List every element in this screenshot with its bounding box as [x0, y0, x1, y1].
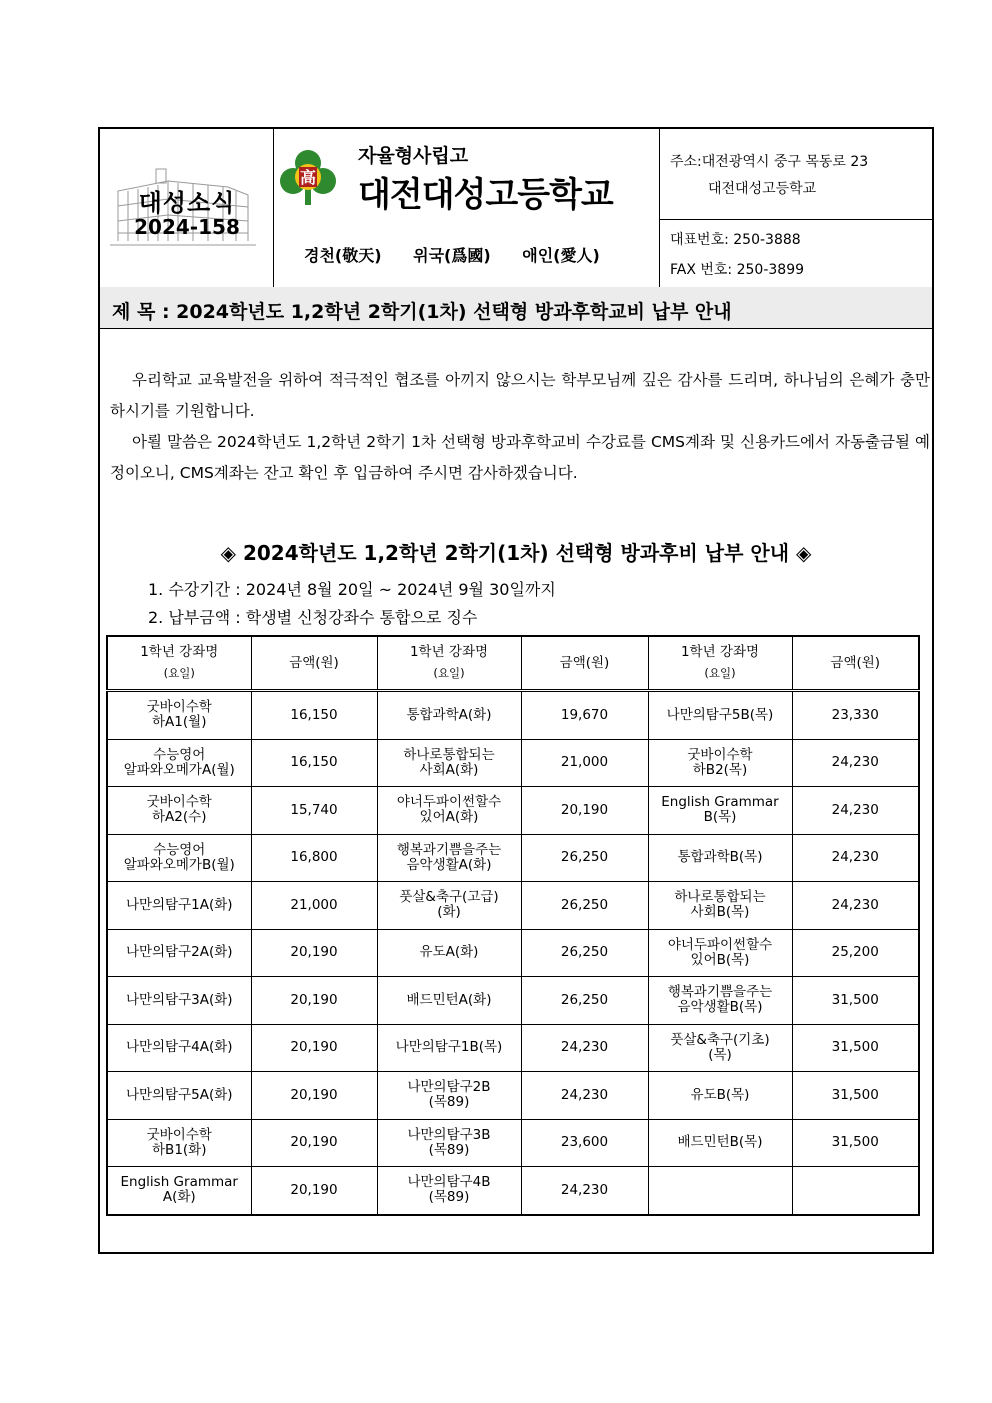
course-name-cell: [107, 929, 251, 977]
course-name-line: 야너두파이썬할수: [396, 794, 502, 811]
amount-cell: 26,250: [521, 929, 648, 977]
table-header-row: [107, 636, 919, 691]
course-name-line: 하B2(목): [692, 761, 748, 778]
course-name-cell: [107, 1167, 251, 1215]
amount-cell: 20,190: [521, 787, 648, 835]
course-name-cell: [648, 1024, 792, 1072]
issue-number: 2024-158: [134, 215, 240, 239]
header-amount-1: 금액(원): [251, 636, 377, 691]
amount-cell: 24,230: [521, 1024, 648, 1072]
school-identity: [274, 129, 660, 287]
header-course-1: 1학년 강좌명 (요일): [107, 636, 251, 691]
course-name-line: English Grammar: [120, 1174, 238, 1191]
course-name-line: 야너두파이썬할수: [667, 936, 773, 953]
course-name-line: (화): [437, 904, 461, 921]
amount-cell: 16,150: [251, 739, 377, 787]
course-name-cell: [377, 1119, 521, 1167]
course-name-cell: [648, 691, 792, 740]
course-name-cell: [107, 691, 251, 740]
table-row: [107, 977, 919, 1025]
course-name-line: 하B1(화): [152, 1141, 207, 1158]
amount-cell: 26,250: [521, 882, 648, 930]
school-name: 대전대성고등학교: [358, 175, 613, 215]
course-name-line: 나만의탐구5B(목): [666, 706, 774, 723]
course-name-line: 행복과기쁨을주는: [396, 841, 502, 858]
section-title: ◈ 2024학년도 1,2학년 2학기(1차) 선택형 방과후비 납부 안내 ◈: [220, 541, 812, 565]
course-name-line: 굿바이수학: [146, 699, 212, 716]
amount-cell: 31,500: [792, 977, 919, 1025]
amount-cell: 24,230: [521, 1167, 648, 1215]
course-name-line: 나만의탐구5A(화): [125, 1086, 233, 1103]
course-name-cell: [648, 834, 792, 882]
course-name-line: 수능영어: [153, 746, 206, 763]
course-name-cell: [377, 834, 521, 882]
course-name-line: 있어B(목): [690, 951, 750, 968]
school-type: 자율형사립고: [358, 145, 469, 167]
course-name-line: 통합과학B(목): [677, 849, 763, 866]
header-amount-3: 금액(원): [792, 636, 919, 691]
course-name-cell: [377, 977, 521, 1025]
course-name-line: 수능영어: [153, 841, 206, 858]
course-name-cell: [107, 787, 251, 835]
course-name-line: 하나로통합되는: [403, 746, 495, 763]
course-name-cell: [107, 1119, 251, 1167]
motto-2: 위국(爲國): [413, 246, 491, 265]
greeting-paragraph: 우리학교 교육발전을 위하여 적극적인 협조를 아끼지 않으시는 학부모님께 깊은 감사를 드리며, 하나님의 은혜가 충만하시기를 기원합니다.: [110, 371, 930, 420]
course-name-line: 유도B(목): [690, 1086, 750, 1103]
phone-number: 대표번호: 250-3888: [670, 232, 801, 248]
amount-cell: 31,500: [792, 1072, 919, 1120]
course-name-line: A(화): [162, 1189, 196, 1206]
course-name-line: 유도A(화): [419, 944, 479, 961]
course-name-cell: [377, 1072, 521, 1120]
course-name-line: 알파와오메가B(월): [123, 856, 235, 873]
amount-cell: 23,330: [792, 691, 919, 740]
course-name-line: 배드민턴B(목): [677, 1134, 763, 1151]
course-name-line: 하나로통합되는: [674, 889, 766, 906]
table-row: [107, 1072, 919, 1120]
course-name-line: 나만의탐구3B: [407, 1126, 491, 1143]
header-course-2: 1학년 강좌명 (요일): [377, 636, 521, 691]
course-name-line: (목89): [428, 1189, 470, 1206]
amount-cell: 21,000: [251, 882, 377, 930]
amount-cell: 24,230: [792, 834, 919, 882]
course-name-line: 음악생활B(목): [677, 999, 763, 1016]
course-name-cell: [377, 787, 521, 835]
fax-number: FAX 번호: 250-3899: [670, 262, 805, 278]
course-name-cell: [107, 882, 251, 930]
course-name-line: 나만의탐구2A(화): [125, 944, 233, 961]
amount-cell: 24,230: [792, 882, 919, 930]
course-name-cell: [648, 929, 792, 977]
table-row: [107, 1167, 919, 1215]
amount-cell: 25,200: [792, 929, 919, 977]
table-row: [107, 834, 919, 882]
amount-cell: 26,250: [521, 977, 648, 1025]
course-name-line: (목89): [428, 1094, 470, 1111]
course-name-line: 사회A(화): [419, 761, 479, 778]
header-amount-2: 금액(원): [521, 636, 648, 691]
amount-cell: 20,190: [251, 929, 377, 977]
course-name-cell: [648, 977, 792, 1025]
subject-title: 제 목 : 2024학년도 1,2학년 2학기(1차) 선택형 방과후학교비 납부 안내: [112, 301, 732, 323]
amount-cell: 20,190: [251, 1024, 377, 1072]
course-name-cell: [107, 1024, 251, 1072]
notice-paragraph: 아뢸 말씀은 2024학년도 1,2학년 2학기 1차 선택형 방과후학교비 수강료를 CMS계좌 및 신용카드에서 자동출금될 예정이오니, CMS계좌는 잔고 확인 후 입금하여 주시면 감사하겠습니다.: [110, 433, 930, 482]
course-name-cell: [107, 834, 251, 882]
course-name-cell: [377, 691, 521, 740]
course-name-line: 사회B(목): [690, 904, 750, 921]
course-name-cell: [648, 739, 792, 787]
course-name-cell: [377, 882, 521, 930]
amount-cell: 31,500: [792, 1024, 919, 1072]
fee-table: [106, 635, 920, 1216]
address-cell: [660, 129, 932, 220]
course-name-line: 나만의탐구2B: [407, 1079, 491, 1096]
course-name-line: (목89): [428, 1141, 470, 1158]
amount-cell: 16,800: [251, 834, 377, 882]
table-row: [107, 882, 919, 930]
table-row: [107, 1024, 919, 1072]
course-name-cell: [107, 1072, 251, 1120]
contact-box: [660, 129, 932, 287]
course-name-line: (목): [708, 1046, 732, 1063]
motto-1: 경천(敬天): [304, 246, 382, 265]
course-name-line: 통합과학A(화): [406, 706, 492, 723]
course-name-line: 있어A(화): [419, 809, 479, 826]
amount-cell: 26,250: [521, 834, 648, 882]
course-name-line: 배드민턴A(화): [406, 991, 492, 1008]
emblem-character: 高: [299, 168, 317, 187]
payment-amount-note: 2. 납부금액 : 학생별 신청강좌수 통합으로 징수: [148, 608, 478, 627]
course-name-line: English Grammar: [661, 794, 779, 811]
table-row: [107, 929, 919, 977]
course-name-line: 나만의탐구3A(화): [125, 991, 233, 1008]
course-name-line: 나만의탐구4B: [407, 1174, 491, 1191]
course-name-line: 굿바이수학: [146, 794, 212, 811]
address-line2: 대전대성고등학교: [708, 181, 817, 197]
course-name-cell: [107, 739, 251, 787]
course-name-line: 하A1(월): [152, 714, 207, 731]
fee-table-body: [107, 691, 919, 1215]
amount-cell: 15,740: [251, 787, 377, 835]
amount-cell: [792, 1167, 919, 1215]
amount-cell: 21,000: [521, 739, 648, 787]
amount-cell: 20,190: [251, 1167, 377, 1215]
motto-3: 애인(愛人): [522, 246, 600, 265]
course-name-cell: [648, 882, 792, 930]
amount-cell: 24,230: [521, 1072, 648, 1120]
letterhead: [100, 129, 932, 289]
table-row: [107, 691, 919, 740]
header-course-3: 1학년 강좌명 (요일): [648, 636, 792, 691]
course-name-cell: [648, 1119, 792, 1167]
course-name-line: 하A2(수): [152, 809, 207, 826]
amount-cell: 20,190: [251, 977, 377, 1025]
amount-cell: 24,230: [792, 739, 919, 787]
school-emblem-icon: [278, 147, 338, 207]
amount-cell: 20,190: [251, 1072, 377, 1120]
issue-name: 대성소식: [138, 189, 236, 217]
course-name-cell: [377, 1024, 521, 1072]
amount-cell: 24,230: [792, 787, 919, 835]
course-name-line: 풋살&축구(고급): [399, 889, 499, 906]
amount-cell: 31,500: [792, 1119, 919, 1167]
course-name-line: 행복과기쁨을주는: [667, 984, 773, 1001]
table-row: [107, 787, 919, 835]
amount-cell: 16,150: [251, 691, 377, 740]
course-name-line: B(목): [703, 809, 737, 826]
course-name-line: 굿바이수학: [146, 1126, 212, 1143]
course-name-line: 음악생활A(화): [406, 856, 492, 873]
table-row: [107, 739, 919, 787]
course-name-line: 풋살&축구(기초): [670, 1031, 770, 1048]
course-name-line: 나만의탐구1B(목): [395, 1039, 503, 1056]
school-motto: [304, 243, 626, 266]
course-name-cell: [377, 1167, 521, 1215]
amount-cell: 19,670: [521, 691, 648, 740]
course-period: 1. 수강기간 : 2024년 8월 20일 ~ 2024년 9월 30일까지: [148, 580, 556, 599]
table-row: [107, 1119, 919, 1167]
document-frame: [98, 127, 934, 1254]
course-name-cell: [377, 929, 521, 977]
course-name-line: 알파와오메가A(월): [123, 761, 235, 778]
issue-box: [100, 129, 274, 287]
subject-bar: [100, 287, 932, 329]
course-name-line: 굿바이수학: [687, 746, 753, 763]
course-name-cell: [648, 787, 792, 835]
course-name-cell: [648, 1167, 792, 1215]
course-name-line: 나만의탐구4A(화): [125, 1039, 233, 1056]
course-name-line: 나만의탐구1A(화): [125, 896, 233, 913]
course-name-cell: [648, 1072, 792, 1120]
address-line1: 주소:대전광역시 중구 목동로 23: [670, 154, 869, 170]
course-name-cell: [107, 977, 251, 1025]
amount-cell: 23,600: [521, 1119, 648, 1167]
amount-cell: 20,190: [251, 1119, 377, 1167]
course-name-cell: [377, 739, 521, 787]
